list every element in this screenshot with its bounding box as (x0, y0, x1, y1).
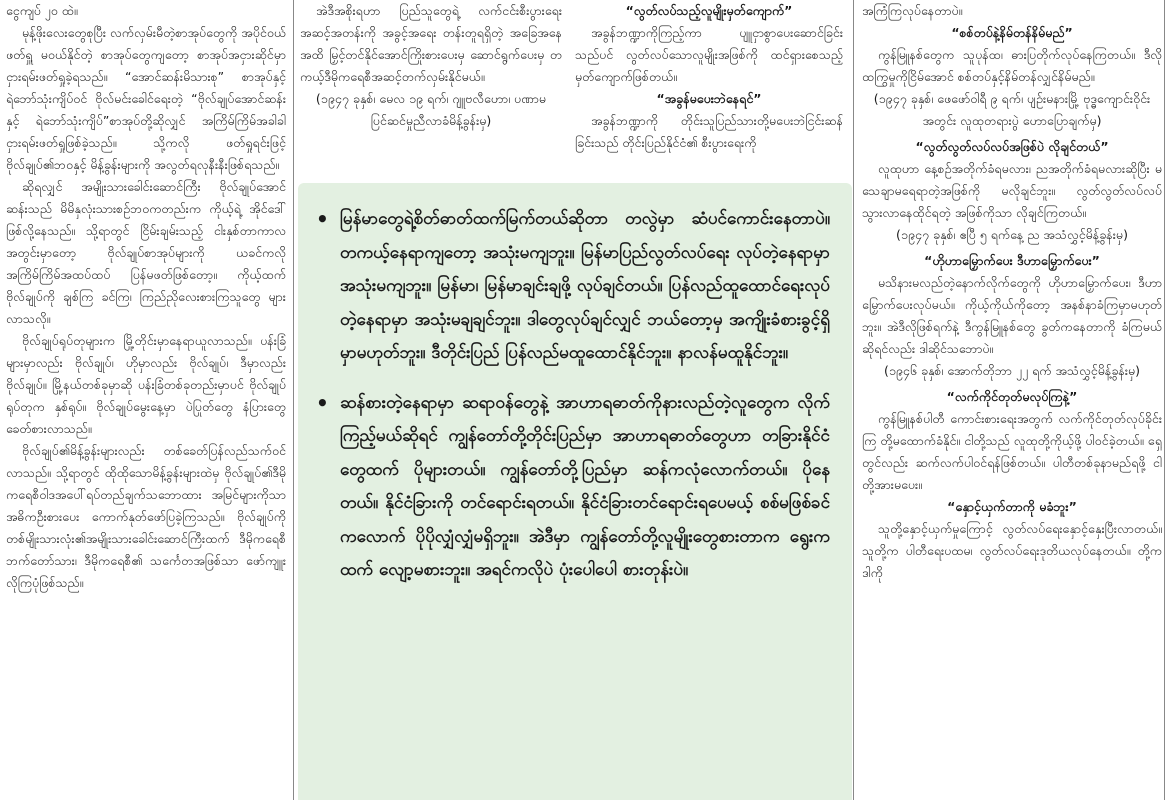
quote-item (316, 387, 830, 588)
quote-list (298, 183, 852, 588)
paragraph: ဗိုလ်ချုပ်ရုပ်တုများက မြို့တိုင်းမှာနေရာယူလာသည်။ ပန်းခြံများမှာလည်း ဗိုလ်ချုပ်၊ ဟိုမှာလည်း ဗိုလ်ချုပ်၊ ဒီမှာလည်းဗိုလ်ချုပ်။ မြို့နယ်တစ်ခုမှာဆို ပန်းခြံတစ်ခုတည်းမှာပင် ဗိုလ်ချုပ်ရုပ်တုက နှစ်ရုပ်။ ဗိုလ်ချုပ်မွေးနေ့မှာ ပဲပြုတ်တွေ နံပြားတွေ ခေတ်စားလာသည်။ (6, 333, 286, 436)
bullet-icon: • (316, 390, 329, 415)
subheading: “နှောင့်ယှက်တာကို မခံဘူး” (947, 499, 1077, 514)
paragraph: ဆိုရလျှင် အမျိုးသားခေါင်းဆောင်ကြီး ဗိုလ်ချုပ်အောင်ဆန်းသည် မိမိနှလုံးသားစဉ်ဘဝကတည်းက ကိုယ့်ရဲ့ အိုင်ဒေါ်ဖြစ်လို့နေသည်။ သို့ရာတွင် ငြိမ်းချမ်းသည့် ငါးနှစ်တာကာလအတွင်းမှာတော့ ဗိုလ်ချုပ်စာအုပ်များကို ယခင်ကလို အကြိမ်ကြိမ်အထပ်ထပ် ပြန်မဖတ်ဖြစ်တော့။ ကိုယ့်ထက် ဗိုလ်ချုပ်ကို ချစ်ကြ ခင်ကြ၊ ကြည်ညိုလေးစားကြသူတွေ များလာသလို။ (6, 179, 286, 326)
paragraph: ကွန်မြူနစ်ပါတီ ကောင်းစားရေးအတွက် လက်ကိုင်တုတ်လုပ်ခိုင်းကြ တို့မထောက်ခံနိုင်။ ငါတို့သည် လူထုတို့ကိုယ့်ဖို့ ပါဝင်ခဲ့တယ်။ ရှေ့တွင်လည်း ဆက်လက်ပါဝင်ရန်ဖြစ်တယ်။ ပါတီတစ်ခုနာမည်ရဖို့ ငါတို့အားမပေး။ (862, 411, 1162, 492)
quote-item (316, 203, 830, 371)
bullet-icon: • (316, 207, 329, 231)
subheading: “လက်ကိုင်တုတ်မလုပ်ကြနဲ့” (946, 389, 1078, 404)
subheading: “အခွန်မပေးဘဲနေရင်” (656, 91, 762, 106)
source-citation: (၁၉၄၇ ခုနှစ်၊ ဖေဖော်ဝါရီ ၉ ရက်၊ ပျဉ်းမနားမြို့ ဗုဒ္ဓကျောင်းဝိုင်းအတွင်း လူထုတရားပွဲ ဟောပြောချက်မှ) (873, 91, 1151, 128)
source-citation: (၁၉၄၇ ခုနှစ်၊ မေလ ၁၉ ရက်၊ ဂျူဗလီဟော၊ ပဏာမပြင်ဆင်မှုညီလာခံမိန့်ခွန်းမှ) (315, 91, 547, 128)
quote-text: ဆန်စားတဲ့နေရာမှာ ဆရာဝန်တွေနဲ့ အာဟာရဓာတ်ကိုနားလည်တဲ့လူတွေက လိုက်ကြည့်မယ်ဆိုရင် ကျွန်တော်တို့တိုင်းပြည်မှာ အာဟာရဓာတ်တွေဟာ တခြားနိုင်ငံတွေထက် ပိုများတယ်။ ကျွန်တော်တို့ပြည်မှာ ဆန်ကလုံလောက်တယ်။ ပိုနေတယ်။ နိုင်ငံခြားကို တင်ရောင်းရတယ်။ နိုင်ငံခြားတင်ရောင်းရပေမယ့် စစ်မဖြစ်ခင်ကလောက် ပိုပိုလျှံလျှံမရှိဘူး။ အဲဒီမှာ ကျွန်တော်တို့လူမျိုးတွေစားတာက ရွေးကထက် လျော့မစားဘူး။ အရင်ကလိုပဲ ပုံးပေါပေါ စားတုန်းပဲ။ (340, 392, 830, 580)
highlighted-quote-box (298, 183, 852, 800)
article-column-1 (6, 0, 286, 800)
paragraph: ငွေကျပ် ၂၀ ထဲ။ (6, 3, 78, 18)
subheading: “လွတ်လွတ်လပ်လပ်အဖြစ်ပဲ လိုချင်တယ်” (915, 139, 1109, 154)
paragraph: ဗိုလ်ချုပ်၏မိန့်ခွန်းများလည်း တစ်ခေတ်ပြန်လည်သက်ဝင်လာသည်။ သို့ရာတွင် ထိုထိုသောမိန့်ခွန်းများထဲမှ ဗိုလ်ချုပ်၏ဒီမိုကရေစီဝါဒအပေါ်ရပ်တည်ချက်သဘောထား အမြင်များကိုသာ အဓိကဦးစားပေး ကောက်နုတ်ဖော်ပြခဲ့ကြသည်။ ဗိုလ်ချုပ်ကို တစ်မျိုးသားလုံး၏အမျိုးသားခေါင်းဆောင်ကြီးထက် ဒီမိုကရေစီဘက်တော်သား၊ ဒီမိုကရေစီ၏ သင်္ကေတအဖြစ်သာ ဖော်ကျူးလိုကြပုံဖြစ်သည်။ (6, 443, 286, 590)
page-edge-rule (1164, 0, 1165, 800)
paragraph: အခွန်ဘဏ္ဍာကို တိုင်းသူပြည်သားတို့မပေးဘဲငြင်းဆန်ခြင်းသည် တိုင်းပြည်နိုင်ငံ၏ စီးပွားရေးကို (575, 113, 843, 150)
paragraph: သူတို့နှောင့်ယှက်မှုကြောင့် လွတ်လပ်ရေးနှောင့်နှေးပြီးလာတယ်။ သူတို့က ပါတီရေးပထမ၊ လွတ်လပ်ရေးဒုတိယလုပ်နေတယ်။ တို့က ဒါကို (862, 521, 1162, 580)
paragraph: မသိနားမလည်တဲ့နောက်လိုက်တွေကို ဟိုဟာမြှောက်ပေး၊ ဒီဟာမြှောက်ပေးလုပ်မယ်။ ကိုယ့်ကိုယ်ကိုတော့ အနစ်နာခံကြမှာမဟုတ်ဘူး။ အဲဒီလိုဖြစ်ရက်နဲ့ ဒီကွန်မြူနစ်တွေ ခွတ်ကနေတာကို ခံကြမယ်ဆိုရင်လည်း ဒါဆိုင်သဘောပဲ။ (862, 275, 1162, 356)
quote-text: မြန်မာတွေရဲ့စိတ်ဓာတ်ထက်မြက်တယ်ဆိုတာ တလွဲမှာ ဆံပင်ကောင်းနေတာပဲ။ တကယ့်နေရာကျတော့ အသုံးမကျဘူး။ မြန်မာပြည်လွတ်လပ်ရေး လုပ်တဲ့နေရာမှာ အသုံးမကျဘူး။ မြန်မာ၊ မြန်မာချင်းချဖို့ လုပ်ချင်တယ်။ ပြန်လည်ထူထောင်ရေးလုပ်တဲ့နေရာမှာ အသုံးမချချင်ဘူး။ ဒါတွေလုပ်ချင်လျှင် ဘယ်တော့မှ အကျိုးခံစားခွင့်ရှိမှာမဟုတ်ဘူး။ ဒီတိုင်းပြည် ပြန်လည်မထူထောင်နိုင်ဘူး။ နာလန်မထူနိုင်ဘူး။ (340, 209, 830, 363)
source-citation: (၁၉၄၇ ခုနှစ်၊ ဧပြီ ၅ ရက်နေ့ ည အသံလွှင့်မိန့်ခွန်းမှ) (896, 227, 1128, 242)
column-divider (293, 0, 294, 800)
column-divider (853, 0, 854, 800)
paragraph: အဲဒီအစိုးရဟာ ပြည်သူတွေရဲ့ လက်ငင်းစီးပွားရေးအဆင့်အတန်းကို အခွင့်အရေး တန်းတူရရှိတဲ့ အခြေအနေအထိ မြှင့်တင်နိုင်အောင်ကြိုးစားပေးမှ ဆောင်ရွက်ပေးမှ တကယ့်ဒီမိုကရေစီအဆင့်တက်လှမ်းနိုင်မယ်။ (300, 3, 562, 84)
article-column-4 (862, 0, 1162, 800)
source-citation: (၁၉၄၆ ခုနှစ်၊ အောက်တိုဘာ ၂၂ ရက် အသံလွှင့်မိန့်ခွန်းမှ) (883, 363, 1141, 378)
paragraph: လူထုဟာ နေ့စဉ်အတိုက်ခံရမလား၊ ညအတိုက်ခံရမလားဆိုပြီး မသေချာမရေရာတဲ့အဖြစ်ကို မလိုချင်ဘူး။ လွတ်လွတ်လပ်လပ်သွားလာနေထိုင်ရတဲ့ အဖြစ်ကိုသာ လိုချင်ကြတယ်။ (862, 161, 1162, 220)
subheading: “စစ်တပ်နဲ့နိမ်တန်နိမ်မည်” (951, 25, 1073, 40)
paragraph: အခွန်ဘဏ္ဍာကိုကြည့်ကာ ပျူငှာစွာပေးဆောင်ခြင်းသည်ပင် လွတ်လပ်သောလူမျိုးအဖြစ်ကို ထင်ရှားစေသည့် မှတ်ကျောက်ဖြစ်တယ်။ (575, 25, 843, 84)
paragraph: ကွန်မြူနစ်တွေက သူပုန်ထ၊ ဓားပြတိုက်လုပ်နေကြတယ်။ ဒီလိုထကြွမှုကိုငြိမ်အောင် စစ်တပ်နှင့်နိမ်တန်လျှင်နိမ်မည်။ (862, 47, 1162, 84)
paragraph: အကြံကြလုပ်နေတာပဲ။ (862, 3, 963, 18)
subheading: “ဟိုဟာမြှောက်ပေး ဒီဟာမြှောက်ပေး” (924, 253, 1100, 268)
paragraph: မုန့်ဖိုးလေးတွေစုပြီး လက်လှမ်းမီတဲ့စာအုပ်တွေကို အပိုင်ဝယ်ဖတ်ရှူ မဝယ်နိုင်တဲ့ စာအုပ်တွေကျတော့ စာအုပ်အငှားဆိုင်မှာ ငှားရမ်းဖတ်ရှုခဲ့ရသည်။ “အောင်ဆန်းမိသားစု” စာအုပ်နှင့် ရဲဘော်သုံးကျိပ်ဝင် ဗိုလ်မင်းခေါင်ရေးတဲ့ “ဗိုလ်ချုပ်အောင်ဆန်းနှင့် ရဲဘော်သုံးကျိပ်”စာအုပ်တို့ဆိုလျှင် အကြိမ်ကြိမ်အခါခါ ငှားရမ်းဖတ်ရှုဖြစ်ခဲ့သည်။ သို့ကလို ဖတ်ရှုရင်းဖြင့် ဗိုလ်ချုပ်၏ဘဝနှင့် မိန့်ခွန်းများကို အလွတ်ရလုနီးနီးဖြစ်ရသည်။ (6, 25, 286, 172)
subheading: “လွတ်လပ်သည့်လူမျိုးမှတ်ကျောက်” (625, 3, 793, 18)
